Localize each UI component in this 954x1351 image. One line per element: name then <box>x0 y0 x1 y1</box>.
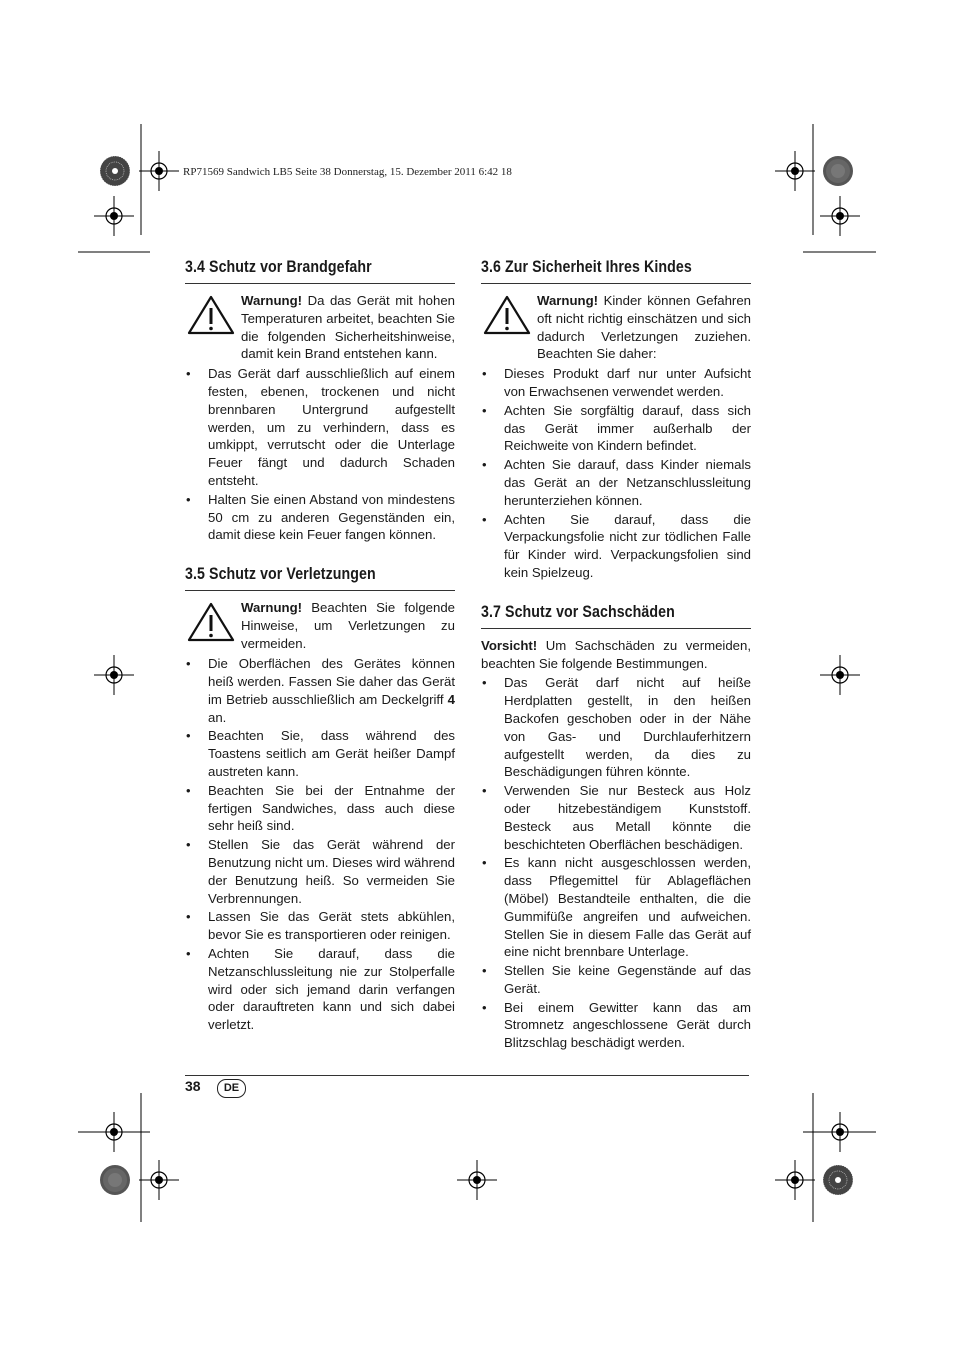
list-item: • Beachten Sie bei der Entnahme der fertigen Sandwiches, dass auch diese sehr heiß sind. <box>185 782 455 835</box>
list-item: • Beachten Sie, dass während des Toastens seitlich am Gerät heißer Dampf austreten kann. <box>185 727 455 780</box>
registration-mark-icon <box>775 151 815 191</box>
warning-triangle-icon <box>483 294 531 336</box>
list-item: • Verwenden Sie nur Besteck aus Holz oder hitzebeständigem Kunststoff. Besteck aus Metall könnte die beschichteten Oberflächen beschädigen. <box>481 782 751 853</box>
warning-label: Warnung! <box>241 293 303 308</box>
registration-mark-icon <box>775 1160 815 1200</box>
footer-rule <box>185 1075 749 1076</box>
list-item <box>185 655 455 726</box>
caution-text <box>481 637 751 673</box>
list-item: • Achten Sie darauf, dass die Netzanschlussleitung nie zur Stolperfalle wird oder sich jemand darin verfangen oder darauftreten kann und sich dabei verletzt. <box>185 945 455 1034</box>
section-title: 3.5 Schutz vor Verletzungen <box>185 565 376 584</box>
language-badge: DE <box>217 1079 246 1098</box>
list-item: • Das Gerät darf ausschließlich auf einem festen, ebenen, trockenen und nicht brennbaren Untergrund aufgestellt werden, um zu verhindern, dass es umkippt, verrutscht oder die Unterlage Feuer fängt und dadurch Schaden entsteht. <box>185 365 455 490</box>
warning-text <box>537 292 751 363</box>
bullet-list <box>185 655 455 1034</box>
registration-mark-icon <box>139 1160 179 1200</box>
warning-triangle-icon <box>187 601 235 643</box>
registration-mark-icon <box>457 1160 497 1200</box>
bullet-list <box>185 365 455 544</box>
bullet-list <box>481 674 751 1052</box>
part-reference: 4 <box>447 691 455 707</box>
warning-label: Warnung! <box>241 600 303 616</box>
starburst-color-bar-icon <box>822 1164 854 1196</box>
list-item: • Stellen Sie das Gerät während der Benutzung nicht um. Dieses wird während der Benutzung heiß. So vermeiden Sie Verbrennungen. <box>185 836 455 907</box>
right-column <box>481 258 751 1053</box>
registration-mark-icon <box>820 1112 860 1152</box>
list-item-text: Die Oberflächen des Gerätes können heiß werden. Fassen Sie daher das Gerät im Betrieb ausschließlich am Deckelgriff <box>208 656 455 707</box>
caution-body: Um Sachschäden zu vermeiden, beachten Sie folgende Bestimmungen. <box>481 637 751 671</box>
caution-label: Vorsicht! <box>481 637 538 653</box>
starburst-color-bar-icon <box>99 155 131 187</box>
registration-mark-icon <box>94 655 134 695</box>
section-3-4 <box>185 258 455 544</box>
print-slug-header: RP71569 Sandwich LB5 Seite 38 Donnerstag, 15. Dezember 2011 6:42 18 <box>183 166 512 178</box>
list-item: • Das Gerät darf nicht auf heiße Herdplatten gestellt, in den heißen Backofen geschoben oder in der Nähe von Gas- und Durchlauferhitzern aufgestellt werden, da dies zu Beschädigungen führen könnte. <box>481 674 751 781</box>
registration-mark-icon <box>820 655 860 695</box>
warning-notice <box>185 292 455 363</box>
section-title: 3.7 Schutz vor Sachschäden <box>481 602 675 621</box>
section-3-6 <box>481 258 751 582</box>
list-item: • Achten Sie darauf, dass die Verpackungsfolie nicht zur tödlichen Falle für Kinder wird. Verpackungsfolien sind kein Spielzeug. <box>481 511 751 582</box>
list-item: • Es kann nicht ausgeschlossen werden, dass Pflegemittel für Ablageflächen (Möbel) Bestandteile enthalten, die die Gummifüße angreifen und aufweichen. Stellen Sie in diesem Falle das Gerät auf eine nicht brennbare Unterlage. <box>481 854 751 961</box>
starburst-color-bar-icon <box>822 155 854 187</box>
page-number: 38 <box>185 1078 201 1094</box>
registration-mark-icon <box>94 196 134 236</box>
registration-mark-icon <box>139 151 179 191</box>
section-3-7 <box>481 603 751 1052</box>
warning-body: Da das Gerät mit hohen Temperaturen arbeitet, beachten Sie die folgenden Sicherheitshinweise, damit kein Brand entstehen kann. <box>241 293 455 362</box>
section-title: 3.6 Zur Sicherheit Ihres Kindes <box>481 258 692 276</box>
bullet-list <box>481 365 751 582</box>
section-3-5 <box>185 565 455 1034</box>
list-item: • Dieses Produkt darf nur unter Aufsicht von Erwachsenen verwendet werden. <box>481 365 751 401</box>
warning-text <box>241 599 455 652</box>
list-item: • Stellen Sie keine Gegenstände auf das Gerät. <box>481 962 751 998</box>
section-rule <box>185 590 455 591</box>
section-rule <box>481 628 751 629</box>
list-item: • Halten Sie einen Abstand von mindestens 50 cm zu anderen Gegenständen ein, damit diese kein Feuer fangen können. <box>185 491 455 544</box>
starburst-color-bar-icon <box>99 1164 131 1196</box>
warning-body: Beachten Sie folgende Hinweise, um Verletzungen zu vermeiden. <box>241 600 455 651</box>
warning-label: Warnung! <box>537 293 599 308</box>
registration-mark-icon <box>820 196 860 236</box>
left-column <box>185 258 455 1035</box>
list-item-text: an. <box>208 709 227 725</box>
warning-text <box>241 292 455 363</box>
section-rule <box>185 283 455 284</box>
list-item: • Achten Sie darauf, dass Kinder niemals das Gerät an der Netzanschlussleitung herunterziehen können. <box>481 456 751 509</box>
warning-notice <box>481 292 751 363</box>
section-title: 3.4 Schutz vor Brandgefahr <box>185 258 372 276</box>
registration-mark-icon <box>94 1112 134 1152</box>
warning-notice <box>185 599 455 653</box>
section-rule <box>481 283 751 284</box>
list-item: • Achten Sie sorgfältig darauf, dass sich das Gerät immer außerhalb der Reichweite von Kindern befindet. <box>481 402 751 455</box>
warning-body: Kinder können Gefahren oft nicht richtig einschätzen und sich dadurch Verletzungen zuziehen. Beachten Sie daher: <box>537 293 751 362</box>
list-item: • Bei einem Gewitter kann das am Stromnetz angeschlossene Gerät durch Blitzschlag beschädigt werden. <box>481 999 751 1052</box>
warning-triangle-icon <box>187 294 235 336</box>
list-item: • Lassen Sie das Gerät stets abkühlen, bevor Sie es transportieren oder reinigen. <box>185 908 455 944</box>
